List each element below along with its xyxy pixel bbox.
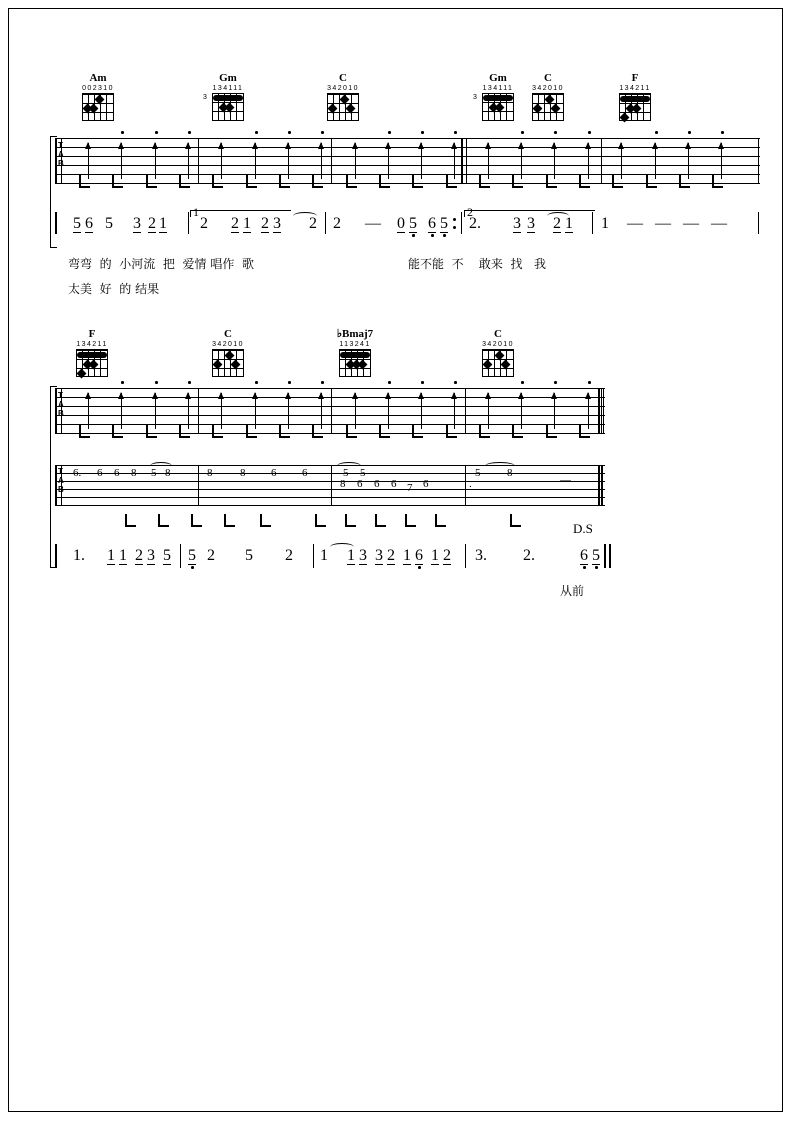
octave-dot bbox=[595, 566, 598, 569]
number-notation-row-2 bbox=[55, 540, 675, 574]
note: 5 bbox=[188, 547, 196, 564]
fret-number: 3 bbox=[473, 94, 477, 101]
note: 2. bbox=[469, 215, 481, 232]
strum-dot bbox=[155, 381, 158, 384]
strum-up-arrow bbox=[121, 393, 122, 429]
note: 5 bbox=[440, 215, 448, 232]
tab-number: 8 bbox=[165, 467, 171, 479]
tab-number: 8 bbox=[207, 467, 213, 479]
strum-up-arrow bbox=[221, 393, 222, 429]
ending-number: 2. bbox=[523, 547, 535, 564]
note: 3 bbox=[527, 215, 535, 232]
note: 1 bbox=[431, 547, 439, 564]
chord-grid bbox=[335, 349, 375, 379]
octave-dot bbox=[191, 566, 194, 569]
ending-number: 1. bbox=[73, 547, 85, 564]
octave-dot bbox=[583, 566, 586, 569]
note: — bbox=[627, 215, 643, 232]
chord-diagram-bbmaj7 bbox=[333, 328, 377, 379]
tab-number: 6 bbox=[271, 467, 277, 479]
note: 6 bbox=[85, 215, 93, 232]
chord-fingering: 342010 bbox=[212, 341, 244, 348]
ending-number: 1 bbox=[193, 205, 199, 219]
strum-down-hook bbox=[212, 425, 223, 438]
strum-down-hook bbox=[479, 425, 490, 438]
chord-name: Gm bbox=[219, 72, 237, 84]
strum-dot bbox=[521, 381, 524, 384]
chord-name: Am bbox=[89, 72, 107, 84]
lyric-congqian: 从前 bbox=[560, 584, 585, 598]
chord-fingering: 342010 bbox=[327, 85, 359, 92]
tab-number: 8 bbox=[131, 467, 137, 479]
tab-clef-letters: T A B bbox=[58, 141, 64, 168]
chord-grid bbox=[478, 349, 518, 379]
strum-dot bbox=[454, 381, 457, 384]
note: 6 bbox=[428, 215, 436, 232]
strum-up-arrow bbox=[255, 393, 256, 429]
strum-up-arrow bbox=[388, 393, 389, 429]
note: 2 bbox=[553, 215, 561, 232]
strum-down-hook bbox=[191, 514, 202, 527]
note: 3 bbox=[147, 547, 155, 564]
strum-up-arrow bbox=[421, 393, 422, 429]
tab-number: 6 bbox=[357, 478, 363, 490]
strum-dot bbox=[588, 381, 591, 384]
tab-staff-3 bbox=[55, 465, 605, 505]
strum-up-arrow bbox=[88, 393, 89, 429]
strum-down-hook bbox=[312, 425, 323, 438]
slur bbox=[337, 462, 361, 470]
strum-down-hook bbox=[146, 425, 157, 438]
tab-clef-letters: T A B bbox=[58, 467, 64, 494]
chord-name: C bbox=[544, 72, 552, 84]
strum-down-hook bbox=[79, 425, 90, 438]
strum-dot bbox=[121, 381, 124, 384]
tab-staff-2 bbox=[55, 388, 605, 436]
chord-name: Gm bbox=[489, 72, 507, 84]
strum-down-hook bbox=[510, 514, 521, 527]
strum-down-hook bbox=[546, 425, 557, 438]
tab-number: 6 bbox=[423, 478, 429, 490]
note: 3 bbox=[359, 547, 367, 564]
note: 1 bbox=[107, 547, 115, 564]
tab-number: — bbox=[560, 474, 571, 486]
chord-grid bbox=[208, 349, 248, 379]
strum-down-hook bbox=[375, 514, 386, 527]
chord-diagram-c-3 bbox=[206, 328, 250, 379]
note: 2 bbox=[200, 215, 208, 232]
lyric-line-1b: 能不能 不 敢来 找 我 bbox=[408, 257, 546, 271]
tab-number: 6. bbox=[73, 467, 82, 479]
chord-fingering: 134211 bbox=[76, 341, 108, 348]
chord-name: F bbox=[631, 72, 639, 84]
strum-down-hook bbox=[246, 425, 257, 438]
strum-down-hook bbox=[158, 514, 169, 527]
note: 2 bbox=[231, 215, 239, 232]
chord-fingering: 134111 bbox=[482, 85, 514, 92]
note: 1 bbox=[243, 215, 251, 232]
note: 5 bbox=[163, 547, 171, 564]
chord-diagram-f-2 bbox=[70, 328, 114, 379]
note: — bbox=[365, 215, 381, 232]
strum-down-hook bbox=[512, 425, 523, 438]
strum-dot bbox=[388, 381, 391, 384]
tab-number: 8 bbox=[340, 478, 346, 490]
tab-number: 6 bbox=[302, 467, 308, 479]
strum-up-arrow bbox=[288, 393, 289, 429]
note: 2 bbox=[285, 547, 293, 564]
note: 5 bbox=[105, 215, 113, 232]
strum-down-hook bbox=[125, 514, 136, 527]
chord-grid bbox=[72, 349, 112, 379]
note: 1 bbox=[347, 547, 355, 564]
chord-name: C bbox=[494, 328, 502, 340]
tab-clef-letters: T A B bbox=[58, 391, 64, 418]
strum-down-hook bbox=[579, 425, 590, 438]
strum-dot bbox=[321, 381, 324, 384]
tab-number: 5 bbox=[343, 467, 349, 479]
strum-down-hook bbox=[435, 514, 446, 527]
chord-fingering: 342010 bbox=[482, 341, 514, 348]
tab-number: 6 bbox=[374, 478, 380, 490]
tab-number: 5 bbox=[360, 467, 366, 479]
strum-dot bbox=[554, 381, 557, 384]
strum-down-hook bbox=[345, 514, 356, 527]
note: 5 bbox=[73, 215, 81, 232]
note: 6 bbox=[415, 547, 423, 564]
strum-dot bbox=[255, 381, 258, 384]
tab-number: 5 bbox=[151, 467, 157, 479]
note: 2 bbox=[148, 215, 156, 232]
chord-name: F bbox=[88, 328, 96, 340]
note: 2 bbox=[261, 215, 269, 232]
note: 5 bbox=[592, 547, 600, 564]
octave-dot bbox=[418, 566, 421, 569]
tab-number: 8 bbox=[240, 467, 246, 479]
strum-up-arrow bbox=[355, 393, 356, 429]
note: 2 bbox=[443, 547, 451, 564]
strum-down-hook bbox=[379, 425, 390, 438]
note: 5 bbox=[245, 547, 253, 564]
note: 1 bbox=[320, 547, 328, 564]
tab-number: 6 bbox=[97, 467, 103, 479]
note: 2 bbox=[135, 547, 143, 564]
tab-number: 8 bbox=[507, 467, 513, 479]
strum-down-hook bbox=[412, 425, 423, 438]
note: 3 bbox=[133, 215, 141, 232]
fret-number: 3 bbox=[203, 94, 207, 101]
ending-number: 3. bbox=[475, 547, 487, 564]
note: 5 bbox=[409, 215, 417, 232]
tab-number: 5 bbox=[475, 467, 481, 479]
lyric-line-2: 太美 好 的 结果 bbox=[68, 282, 160, 296]
note: 2 bbox=[207, 547, 215, 564]
lyric-line-1: 弯弯 的 小河流 把 爱情 唱作 歌 bbox=[68, 257, 254, 271]
ending-number: 2 bbox=[467, 205, 473, 219]
note: 6 bbox=[580, 547, 588, 564]
chord-fingering: 342010 bbox=[532, 85, 564, 92]
tab-number: 6 bbox=[114, 467, 120, 479]
strum-down-hook bbox=[260, 514, 271, 527]
strum-up-arrow bbox=[554, 393, 555, 429]
note: 3 bbox=[273, 215, 281, 232]
strum-dot bbox=[188, 381, 191, 384]
strum-down-hook bbox=[224, 514, 235, 527]
strum-up-arrow bbox=[454, 393, 455, 429]
note: 3 bbox=[375, 547, 383, 564]
strum-down-hook bbox=[279, 425, 290, 438]
strum-dot bbox=[288, 381, 291, 384]
chord-fingering: 134211 bbox=[619, 85, 651, 92]
note: 1 bbox=[601, 215, 609, 232]
note: 1 bbox=[119, 547, 127, 564]
chord-fingering: 002310 bbox=[82, 85, 114, 92]
strum-up-arrow bbox=[155, 393, 156, 429]
strum-up-arrow bbox=[521, 393, 522, 429]
chord-name: C bbox=[224, 328, 232, 340]
strum-down-hook bbox=[346, 425, 357, 438]
chord-fingering: 134111 bbox=[212, 85, 244, 92]
strum-down-hook bbox=[315, 514, 326, 527]
strum-up-arrow bbox=[321, 393, 322, 429]
tab-number: 7 bbox=[407, 482, 413, 494]
strum-down-hook bbox=[405, 514, 416, 527]
ds-marking: D.S bbox=[573, 521, 593, 536]
note: 2 bbox=[387, 547, 395, 564]
chord-diagram-c-4 bbox=[476, 328, 520, 379]
strum-down-hook bbox=[112, 425, 123, 438]
chord-name: C bbox=[339, 72, 347, 84]
note: — bbox=[711, 215, 727, 232]
note: 0 bbox=[397, 215, 405, 232]
strum-down-hook bbox=[179, 425, 190, 438]
tab-number: . bbox=[469, 478, 472, 490]
note: 2 bbox=[309, 215, 317, 232]
strum-down-hook bbox=[446, 425, 457, 438]
note: 2 bbox=[333, 215, 341, 232]
note: — bbox=[683, 215, 699, 232]
strum-up-arrow bbox=[588, 393, 589, 429]
strum-dot bbox=[421, 381, 424, 384]
strum-up-arrow bbox=[188, 393, 189, 429]
note: — bbox=[655, 215, 671, 232]
note: 1 bbox=[159, 215, 167, 232]
note: 3 bbox=[513, 215, 521, 232]
chord-name: ♭Bmaj7 bbox=[336, 328, 374, 340]
strum-up-arrow bbox=[488, 393, 489, 429]
chord-fingering: 113241 bbox=[339, 341, 371, 348]
note: 1 bbox=[565, 215, 573, 232]
tab-number: 6 bbox=[391, 478, 397, 490]
note: 1 bbox=[403, 547, 411, 564]
